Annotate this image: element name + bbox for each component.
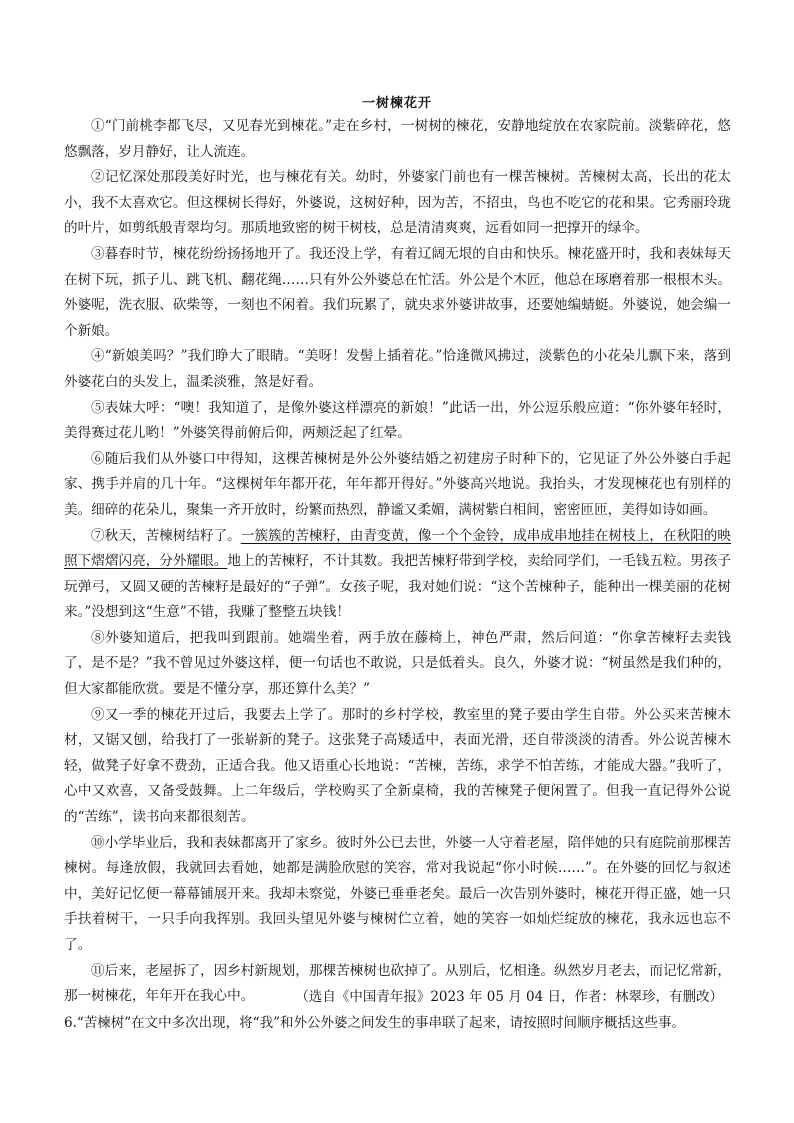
paragraph-6 [64,447,731,524]
paragraph-number: ⑤ [91,399,105,416]
paragraph-number: ① [91,118,105,134]
paragraph-number: ⑨ [91,706,105,723]
paragraph-number: ⑪ [91,962,105,979]
paragraph-text: 表妹大呼：“噢！我知道了，是像外婆这样漂亮的新娘！”此话一出，外公逗乐般应道：“你外婆年轻时，美得赛过花儿哟！”外婆笑得前俯后仰，两颊泛起了红晕。 [64,399,731,442]
paragraph-number: ② [91,169,105,186]
paragraph-4 [64,344,731,395]
question-6: 6.“苦楝树”在文中多次出现，将“我”和外公外婆之间发生的事串联了起来，请按照时间顺序概括这些事。 [64,1015,685,1031]
paragraph-8 [64,626,731,703]
paragraph-text: 又一季的楝花开过后，我要去上学了。那时的乡村学校，教室里的凳子要由学生自带。外公买来苦楝木材，又锯又刨，给我打了一张崭新的凳子。这张凳子高矮适中，表面光滑，还自带淡淡的清香。外公说苦楝木轻，做凳子好拿不费劲，正适合我。他又语重心长地说：“苦楝，苦练，求学不怕苦练，才能成大器。”我听了，心中又欢喜，又备受鼓舞。上二年级后，学校购买了全新桌椅，我的苦楝凳子便闲置了。但我一直记得外公说的“苦练”，读书向来都很刻苦。 [64,706,731,826]
article-title: 一树楝花开 [361,96,432,111]
paragraph-text: “新娘美吗？”我们睁大了眼睛。“美呀！发髻上插着花。”恰逢微风拂过，淡紫色的小花朵儿飘下来，落到外婆花白的头发上，温柔淡雅，煞是好看。 [64,348,731,390]
paragraph-text: 暮春时节，楝花纷纷扬扬地开了。我还没上学，有着辽阔无垠的自由和快乐。楝花盛开时，我和表妹每天在树下玩，抓子儿、跳飞机、翻花绳……只有外公外婆总在忙活。外公是个木匠，他总在琢磨着那一根根木头。外婆呢，洗衣服、砍柴等，一刻也不闲着。我们玩累了，就央求外婆讲故事，还要她编蜻蜓。外婆说，她会编一个新娘。 [64,245,732,339]
paragraph-7 [64,524,731,626]
paragraph-text-lead: 秋天，苦楝树结籽了。 [104,527,241,544]
paragraph-number: ③ [91,245,105,262]
paragraph-2 [64,165,731,242]
paragraph-9 [64,703,731,831]
paragraph-5 [64,396,731,447]
paragraph-number: ⑧ [91,629,106,646]
underlined-sentence: 一簇簇的苦楝籽，由青变黄，像一个个金铃，成串成串地挂在树枝上，在秋阳的映照下熠熠闪亮，分外耀眼。 [64,527,732,570]
paragraph-text: 地上的苦楝籽，不计其数。我把苦楝籽带到学校，卖给同学们，一毛钱五粒。男孩子玩弹弓，又圆又硬的苦楝籽是最好的“子弹”。女孩子呢，我对她们说：“这个苦楝种子，能种出一棵美丽的花树来。”没想到这“生意”不错，我赚了整整五块钱！ [64,553,732,621]
paragraph-text: 后来，老屋拆了，因乡村新规划，那棵苦楝树也砍掉了。从别后，忆相逢。纵然岁月老去，而记忆常新，那一树楝花，年年开在我心中。 [64,962,732,1005]
paragraph-text: 记忆深处那段美好时光，也与楝花有关。幼时，外婆家门前也有一棵苦楝树。苦楝树太高，长出的花太小，我不太喜欢它。但这棵树长得好，外婆说，这树好种，因为苦，不招虫，鸟也不吃它的花和果。它秀丽玲珑的叶片，如剪纸般青翠均匀。那质地致密的树干树枝，总是清清爽爽，远看如同一把撑开的绿伞。 [64,169,731,237]
article-body [64,114,731,1010]
source-citation: （选自《中国青年报》2023 年 05 月 04 日，作者：林翠珍，有删改） [295,989,723,1005]
paragraph-1 [64,114,731,165]
paragraph-text: 随后我们从外婆口中得知，这棵苦楝树是外公外婆结婚之初建房子时种下的，它见证了外公外婆白手起家、携手并肩的几十年。“这棵树年年都开花，年年都开得好。”外婆高兴地说。我抬头，才发现楝花也有别样的美。细碎的花朵儿，聚集一齐开放时，纷繁而热烈，静谧又柔媚，满树紫白相间，密密匝匝，美得如诗如画。 [64,450,731,518]
paragraph-number: ④ [91,348,105,365]
paragraph-number: ⑥ [91,450,105,467]
paragraph-10 [64,831,731,959]
paragraph-number: ⑩ [91,834,105,851]
paragraph-number: ⑦ [91,527,105,544]
paragraph-text: “门前桃李都飞尽，又见春光到楝花。”走在乡村，一树树的楝花，安静地绽放在农家院前。淡紫碎花，悠悠飘落，岁月静好，让人流连。 [64,118,731,160]
paragraph-text: 外婆知道后，把我叫到跟前。她端坐着，两手放在藤椅上，神色严肃，然后问道：“你拿苦楝籽去卖钱了，是不是？”我不曾见过外婆这样，便一句话也不敢说，只是低着头。良久，外婆才说：“树虽然是我们种的，但大家都能欣赏。要是不懂分享，那还算什么美？” [64,629,732,698]
paragraph-text: 小学毕业后，我和表妹都离开了家乡。彼时外公已去世，外婆一人守着老屋，陪伴她的只有庭院前那棵苦楝树。每逢放假，我就回去看她，她都是满脸欣慰的笑容，常对我说起“你小时候……”。在外婆的回忆与叙述中，美好记忆便一幕幕铺展开来。我却未察觉，外婆已垂垂老矣。最后一次告别外婆时，楝花开得正盛，她一只手扶着树干，一只手向我挥别。我回头望见外婆与楝树伫立着，她的笑容一如灿烂绽放的楝花，我永远也忘不了。 [64,834,732,953]
paragraph-3 [64,242,731,344]
